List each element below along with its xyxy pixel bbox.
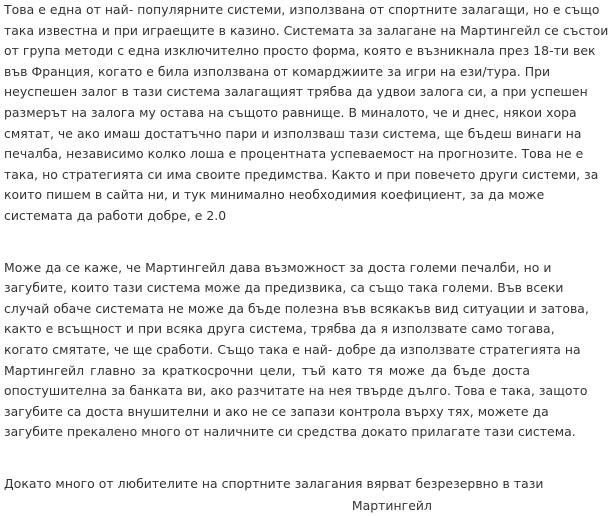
partial-text-line	[4, 494, 530, 514]
text-line: загубите прекалено много от наличните си средства докато прилагате тази система.	[4, 424, 576, 440]
text-line: неуспешен залог в тази система залагащият трябва да удвои залога си, а при успешен	[4, 84, 588, 100]
text-line: загубите са доста внушителни и ако не се запази контрола върху тях, можете да	[4, 403, 549, 419]
paragraph-2	[4, 258, 589, 443]
text-line: печалба, независимо колко лоша е процентната успеваемост на прогнозите. Това не е	[4, 146, 584, 162]
text-line: Докато много от любителите на спортните залагания вярват безрезервно в тази	[4, 475, 544, 491]
text-line: когато смятате, че ще сработи. Също така е най- добре да използвате стратегията на	[4, 341, 581, 357]
text-line: така известна и при играещите в казино. Системата за залагане на Мартингейл се състои	[4, 22, 608, 38]
text-line: така, но стратегията си има своите предимства. Както и при повечето други системи, за	[4, 166, 599, 182]
text-line: Мартингейл главно за краткосрочни цели, тъй като тя може да бъде доста	[4, 362, 530, 378]
text-line: както е всъщност и при всяка друга система, трябва да я използвате само тогава,	[4, 321, 555, 337]
paragraph-3	[4, 474, 544, 514]
text-line: смятат, че ако имаш достатъчно пари и използваш тази система, ще бъдеш винаги на	[4, 125, 582, 141]
text-line: системата да работи добре, е 2.0	[4, 207, 227, 223]
text-line: които пишем в сайта ни, и тук минимално необходимия коефициент, за да може	[4, 187, 545, 203]
partial-text: Мартингейл	[351, 498, 432, 514]
text-line: Може да се каже, че Мартингейл дава възможност за доста големи печалби, но и	[4, 259, 552, 275]
text-line: размерът на залога му остава на същото равнище. В миналото, че и днес, някои хора	[4, 104, 577, 120]
article-body	[4, 0, 608, 514]
text-line: от група методи с една изключително просто форма, която е възникнала през 18-ти век	[4, 43, 596, 59]
text-line: Това е една от най- популярните системи, използвана от спортните залагащи, но е също	[4, 2, 600, 17]
paragraph-1	[4, 0, 608, 227]
text-line: загубите, които тази система може да предизвика, са също така големи. Във всеки	[4, 280, 564, 296]
text-line: опостушителна за банката ви, ако разчитате на нея твърде дълго. Това е така, защото	[4, 383, 588, 399]
text-line: случай обаче системата не може да бъде полезна във всякакъв вид ситуации и затова,	[4, 300, 589, 316]
text-line: във Франция, когато е била използвана от комарджиите за игри на ези/тура. При	[4, 63, 551, 79]
